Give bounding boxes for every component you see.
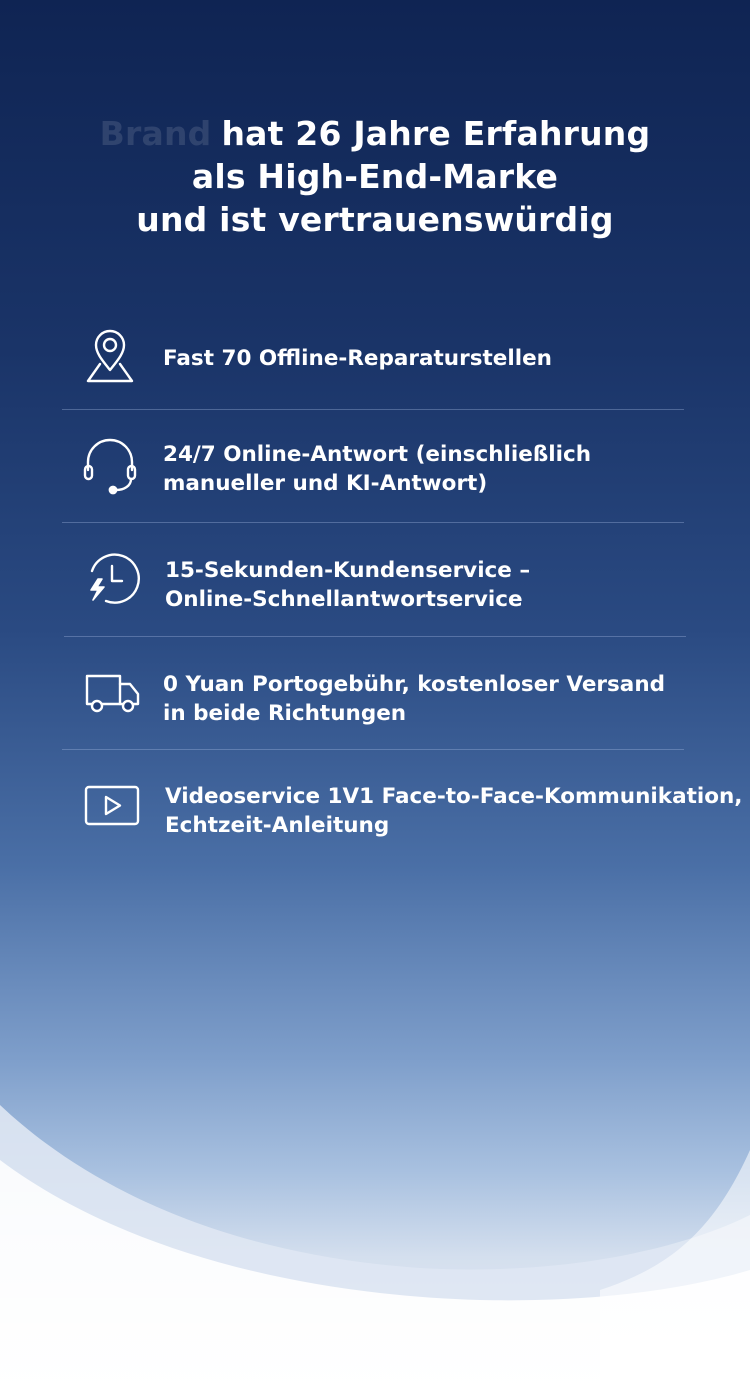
headline-line-3: und ist vertrauenswürdig <box>136 200 614 239</box>
headline-line-2: als High-End-Marke <box>191 157 559 196</box>
headset-icon <box>80 436 140 496</box>
headline-line-1: Brand hat 26 Jahre Erfahrung <box>99 114 651 153</box>
brand-name: Brand <box>99 114 212 153</box>
feature-text: 24/7 Online-Antwort (einschließlich manueller und KI-Antwort) <box>163 442 592 496</box>
clock-lightning-icon <box>82 549 142 609</box>
location-pin-icon <box>80 326 140 386</box>
feature-text: Fast 70 Offline-Reparaturstellen <box>163 346 552 371</box>
divider <box>62 522 684 523</box>
divider <box>62 749 684 750</box>
divider <box>64 636 686 637</box>
feature-text: 15-Sekunden-Kundenservice – Online-Schnellantwortservice <box>165 558 531 612</box>
headline <box>0 112 750 241</box>
feature-text: Videoservice 1V1 Face-to-Face-Kommunikation, Echtzeit-Anleitung <box>165 784 743 838</box>
divider <box>62 409 684 410</box>
video-play-icon <box>82 774 142 834</box>
feature-text: 0 Yuan Portogebühr, kostenloser Versand in beide Richtungen <box>163 672 666 726</box>
delivery-truck-icon <box>82 662 142 722</box>
